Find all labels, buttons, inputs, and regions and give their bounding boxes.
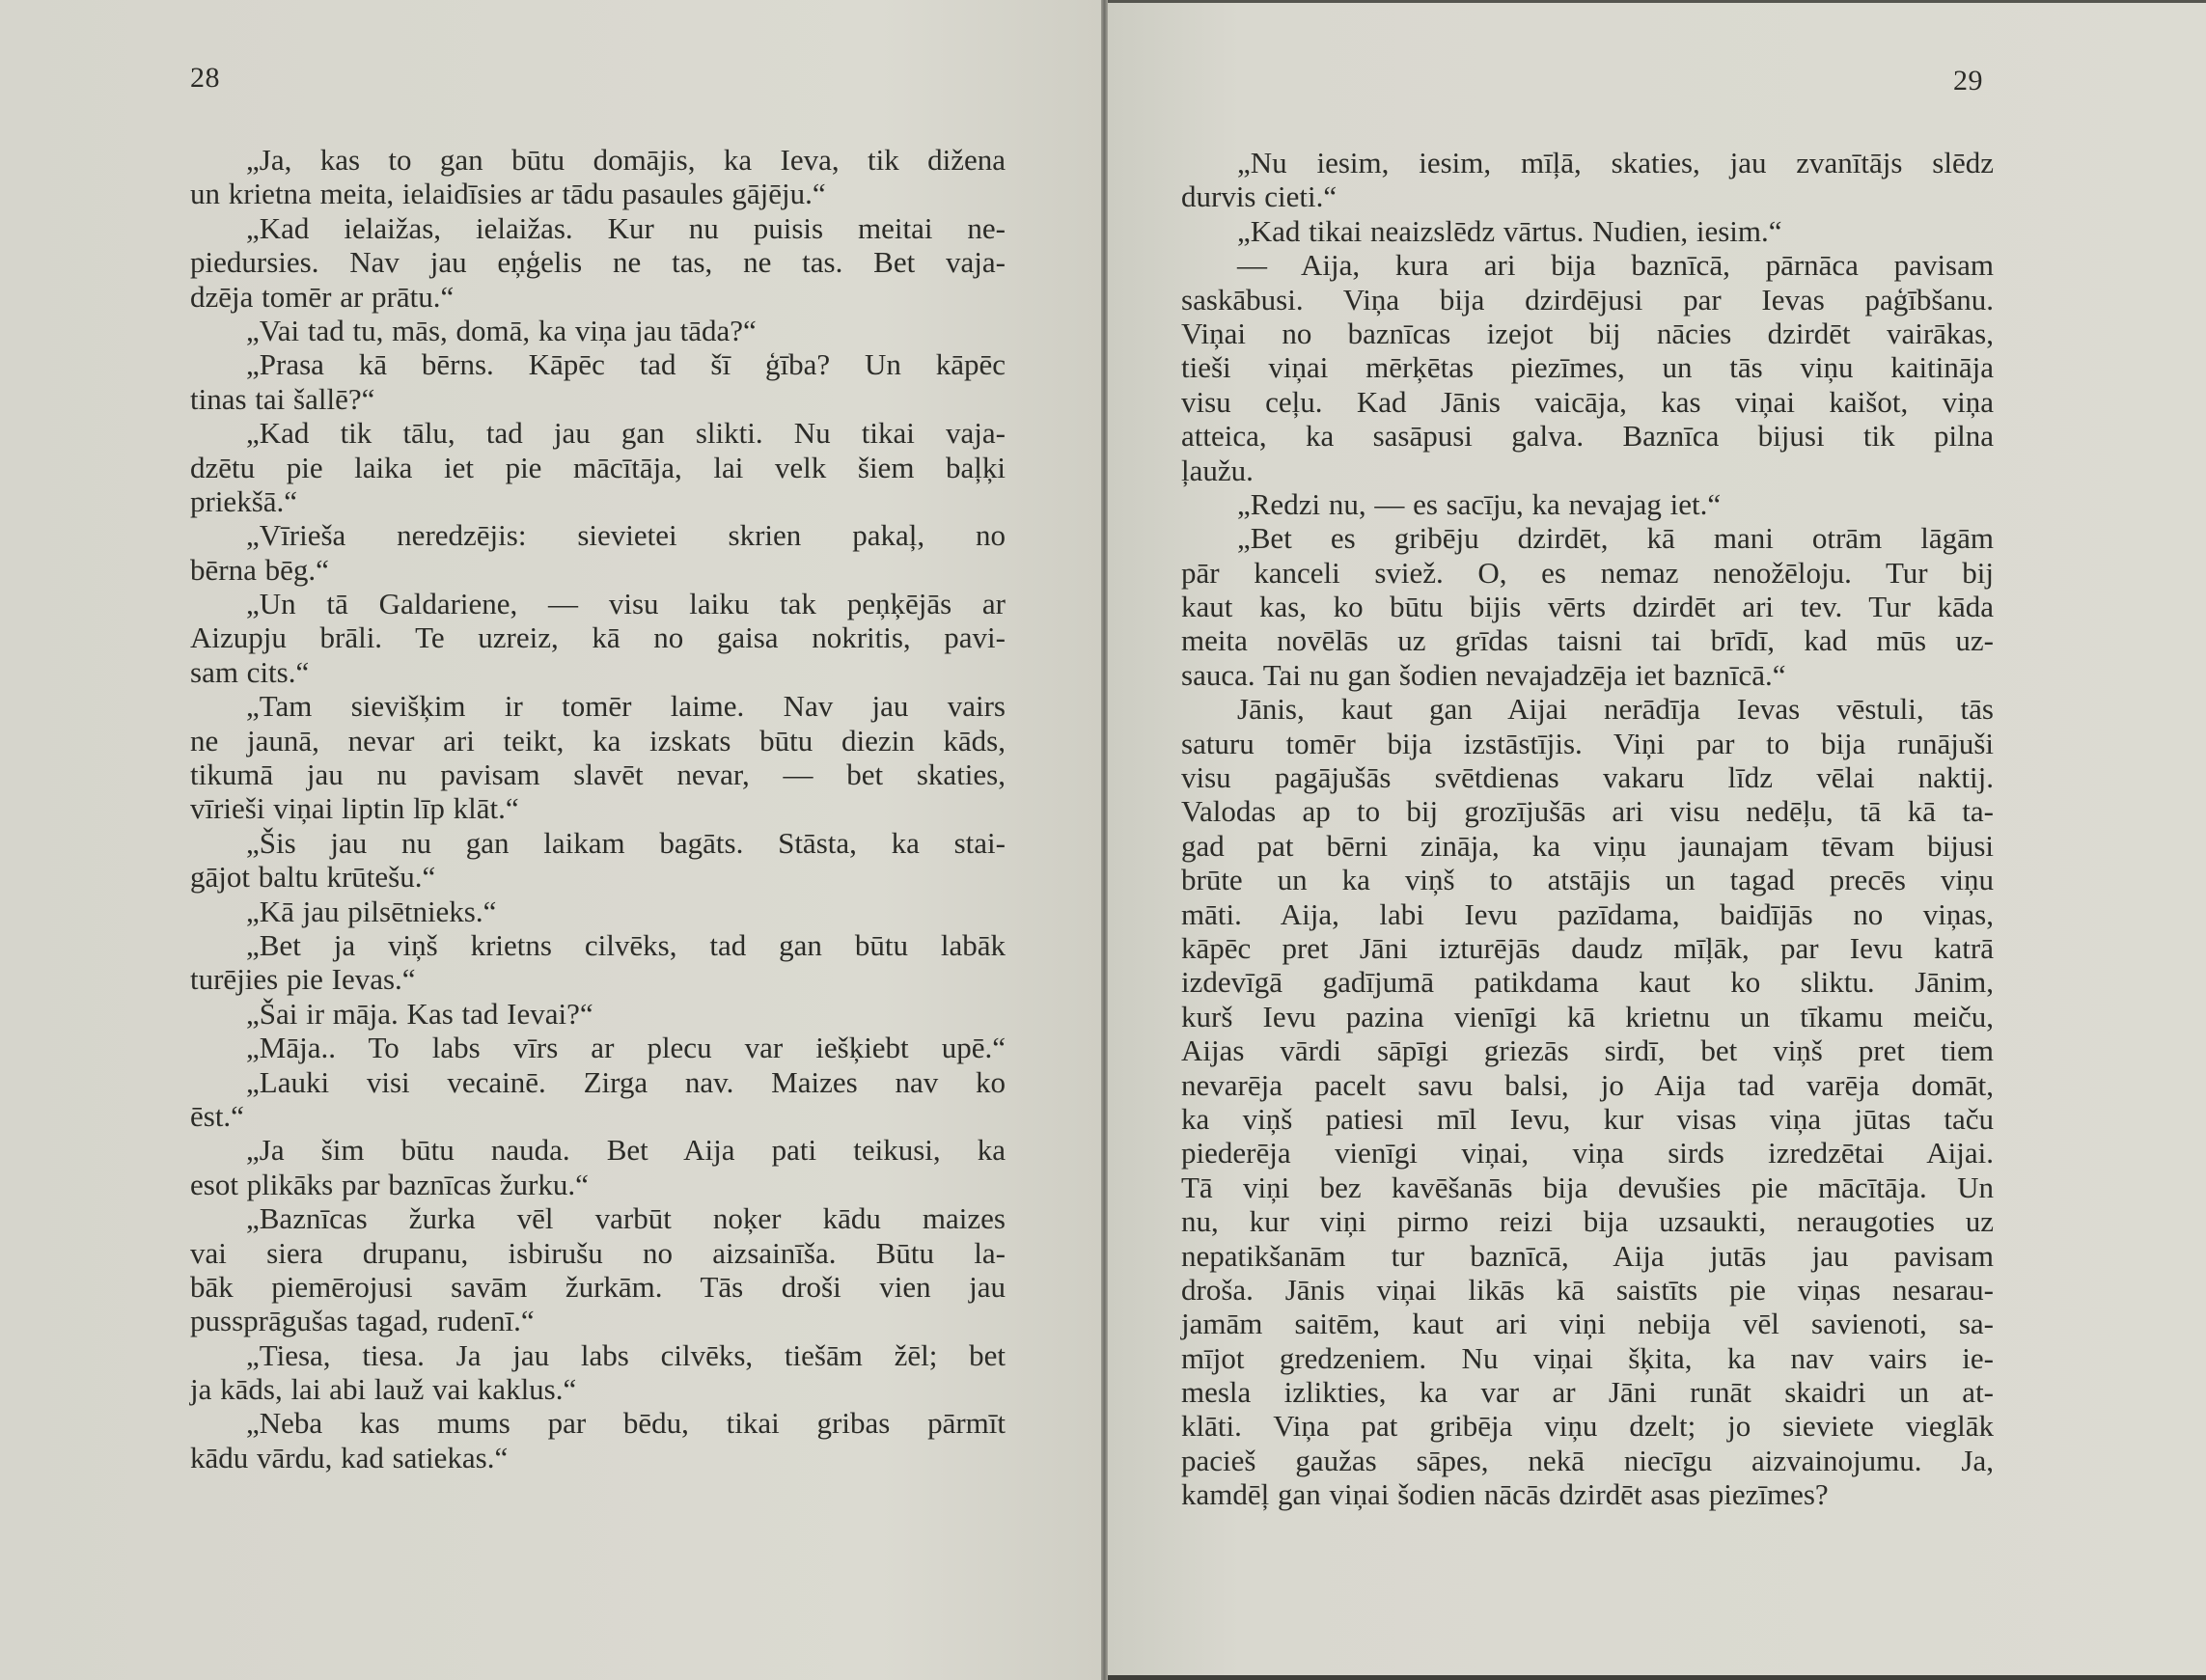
text-line: saturu tomēr bija izstāstījis. Viņi par to bija runājuši [1181, 726, 1994, 760]
text-line: Viņai no baznīcas izejot bij nācies dzirdēt vairākas, [1181, 316, 1994, 350]
text-line: „Kad ielaižas, ielaižas. Kur nu puisis meitai ne- [246, 210, 1006, 245]
text-line: Aizupju brāli. Te uzreiz, kā no gaisa nokritis, pavi- [190, 620, 1006, 655]
text-line: — Aija, kura ari bija baznīcā, pārnāca pavisam [1237, 248, 1994, 283]
text-line: „Lauki visi vecainē. Zirga nav. Maizes nav ko [246, 1064, 1006, 1099]
text-line: meita novēlās uz grīdas taisni tai brīdī, kad mūs uz- [1181, 623, 1994, 658]
text-line: bāk piemērojusi savām žurkām. Tās droši vien jau [190, 1269, 1006, 1304]
text-line: „Baznīcas žurka vēl varbūt noķer kādu maizes [246, 1201, 1006, 1236]
left-page-text [190, 143, 1006, 1474]
text-line: „Kā jau pilsētnieks.“ [246, 894, 497, 928]
text-line: ne jaunā, nevar ari teikt, ka izskats būtu diezin kāds, [190, 723, 1006, 757]
text-line: „Bet ja viņš krietns cilvēks, tad gan būtu labāk [246, 927, 1006, 962]
text-line: tieši viņai mērķētas piezīmes, un tās viņu kaitināja [1181, 350, 1994, 385]
text-line: „Vai tad tu, mās, domā, ka viņa jau tāda?“ [246, 313, 757, 347]
text-line: izdevīgā gadījumā patikdama kaut ko sliktu. Jānim, [1181, 965, 1994, 1000]
text-line: un krietna meita, ielaidīsies ar tādu pasaules gājēju.“ [190, 177, 826, 211]
text-line: Aijas vārdi sāpīgi griezās sirdī, bet viņš pret tiem [1181, 1033, 1994, 1068]
text-line: gad pat bērni zināja, ka viņu jaunajam tēvam bijusi [1181, 828, 1994, 863]
text-line: ja kāds, lai abi lauž vai kaklus.“ [190, 1372, 577, 1407]
text-line: „Šis jau nu gan laikam bagāts. Stāsta, ka stai- [246, 825, 1006, 860]
text-line: piedursies. Nav jau eņģelis ne tas, ne tas. Bet vaja- [190, 245, 1006, 280]
text-line: tinas tai šallē?“ [190, 381, 375, 416]
text-line: turējies pie Ievas.“ [190, 962, 416, 997]
text-line: dzēja tomēr ar prātu.“ [190, 279, 455, 314]
left-page [0, 0, 1101, 1680]
text-line: mījot gredzeniem. Nu viņai šķita, ka nav vairs ie- [1181, 1340, 1994, 1375]
text-line: pār kanceli sviež. O, es nemaz nenožēloju. Tur bij [1181, 555, 1994, 590]
text-line: visu ceļu. Kad Jānis vaicāja, kas viņai kaišot, viņa [1181, 384, 1994, 419]
text-line: saskābusi. Viņa bija dzirdējusi par Ievas paģībšanu. [1181, 282, 1994, 317]
text-line: „Kad tikai neaizslēdz vārtus. Nudien, iesim.“ [1237, 213, 1782, 248]
page-number-left: 28 [190, 62, 220, 94]
text-line: gājot baltu krūtešu.“ [190, 860, 436, 895]
text-line: kāpēc pret Jāni izturējās daudz mīļāk, par Ievu katrā [1181, 930, 1994, 965]
text-line: „Vīrieša neredzējis: sievietei skrien pakaļ, no [246, 518, 1006, 553]
text-line: dzētu pie laika iet pie mācītāja, lai velk šiem baļķi [190, 450, 1006, 484]
text-line: sam cits.“ [190, 654, 310, 689]
text-line: „Ja, kas to gan būtu domājis, ka Ieva, tik diženа [246, 143, 1006, 177]
text-line: Valodas ap to bij grozījušās ari visu nedēļu, tā kā ta- [1181, 794, 1994, 829]
text-line: mesla izlikties, ka var ar Jāni runāt skaidri un at- [1181, 1375, 1994, 1410]
text-line: pussprāgušas tagad, rudenī.“ [190, 1304, 535, 1338]
text-line: atteica, ka sasāpusi galva. Baznīca bijusi tik pilna [1181, 419, 1994, 454]
text-line: „Tam sievišķim ir tomēr laime. Nav jau vairs [246, 689, 1006, 724]
text-line: bērna bēg.“ [190, 552, 329, 587]
text-line: pacieš gaužas sāpes, nekā niecīgu aizvainojumu. Ja, [1181, 1443, 1994, 1477]
text-line: Tā viņi bez kavēšanās bija devušies pie mācītāja. Un [1181, 1170, 1994, 1204]
text-line: „Šai ir māja. Kas tad Ievai?“ [246, 996, 593, 1031]
text-line: klāti. Viņa pat gribēja viņu dzelt; jo sieviete vieglāk [1181, 1409, 1994, 1444]
text-line: „Kad tik tālu, tad jau gan slikti. Nu tikai vaja- [246, 416, 1006, 451]
text-line: „Ja šim būtu nauda. Bet Aija pati teikusi, ka [246, 1133, 1006, 1168]
text-line: esot plikāks par baznīcas žurku.“ [190, 1167, 589, 1201]
text-line: „Nu iesim, iesim, mīļā, skaties, jau zvanītājs slēdz [1237, 146, 1994, 179]
text-line: nevarēja pacelt savu balsi, jo Aija tad varēja domāt, [1181, 1067, 1994, 1102]
text-line: sauca. Tai nu gan šodien nevajadzēja iet baznīcā.“ [1181, 657, 1786, 692]
text-line: māti. Aija, labi Ievu pazīdama, baidījās no viņas, [1181, 896, 1994, 931]
text-line: kaut kas, ko būtu bijis vērts dzirdēt ari tev. Tur kāda [1181, 590, 1994, 624]
right-page-text [1181, 146, 1994, 1512]
text-line: durvis cieti.“ [1181, 179, 1337, 214]
text-line: „Māja.. To labs vīrs ar plecu var iešķiebt upē.“ [246, 1031, 1006, 1065]
text-line: kamdēļ gan viņai šodien nācās dzirdēt asas piezīmes? [1181, 1477, 1829, 1512]
text-line: droša. Jānis viņai likās kā saistīts pie viņas nesarau- [1181, 1272, 1994, 1307]
text-line: Jānis, kaut gan Aijai nerādīja Ievas vēstuli, tās [1237, 692, 1994, 727]
text-line: jamām saitēm, kaut ari viņi nebija vēl savienoti, sa- [1181, 1307, 1994, 1341]
text-line: ļaužu. [1181, 453, 1254, 487]
text-line: „Prasa kā bērns. Kāpēc tad šī ģība? Un kāpēc [246, 347, 1006, 382]
text-line: brūte un ka viņš to atstājis un tagad precēs viņu [1181, 863, 1994, 897]
text-line: „Neba kas mums par bēdu, tikai gribas pārmīt [246, 1406, 1006, 1441]
text-line: „Tiesa, tiesa. Ja jau labs cilvēks, tiešām žēl; bet [246, 1337, 1006, 1372]
text-line: vai siera drupanu, isbirušu no aizsainīša. Būtu la- [190, 1235, 1006, 1270]
right-page [1108, 0, 2206, 1680]
text-line: kurš Ievu pazina vienīgi kā krietnu un tīkamu meiču, [1181, 999, 1994, 1033]
text-line: „Bet es gribēju dzirdēt, kā mani otrām lāgām [1237, 521, 1994, 556]
text-line: nu, kur viņi pirmo reizi bija uzsaukti, neraugoties uz [1181, 1204, 1994, 1239]
text-line: ēst.“ [190, 1098, 244, 1133]
text-line: priekšā.“ [190, 483, 298, 518]
text-line: vīrieši viņai liptin līp klāt.“ [190, 791, 519, 826]
page-number-right: 29 [1953, 65, 1983, 96]
text-line: „Redzi nu, — es sacīju, ka nevajag iet.“ [1237, 486, 1722, 521]
text-line: tikumā jau nu pavisam slavēt nevar, — bet skaties, [190, 757, 1006, 792]
text-line: piederēja vienīgi viņai, viņa sirds izredzētai Aijai. [1181, 1136, 1994, 1170]
text-line: kādu vārdu, kad satiekas.“ [190, 1440, 509, 1474]
text-line: visu pagājušās svētdienas vakaru līdz vēlai naktij. [1181, 760, 1994, 795]
text-line: „Un tā Galdariene, — visu laiku tak peņķējās ar [246, 587, 1006, 621]
book-gutter [1101, 0, 1108, 1680]
text-line: nepatikšanām tur baznīcā, Aija jutās jau pavisam [1181, 1238, 1994, 1273]
text-line: ka viņš patiesi mīl Ievu, kur visas viņa jūtas taču [1181, 1101, 1994, 1136]
